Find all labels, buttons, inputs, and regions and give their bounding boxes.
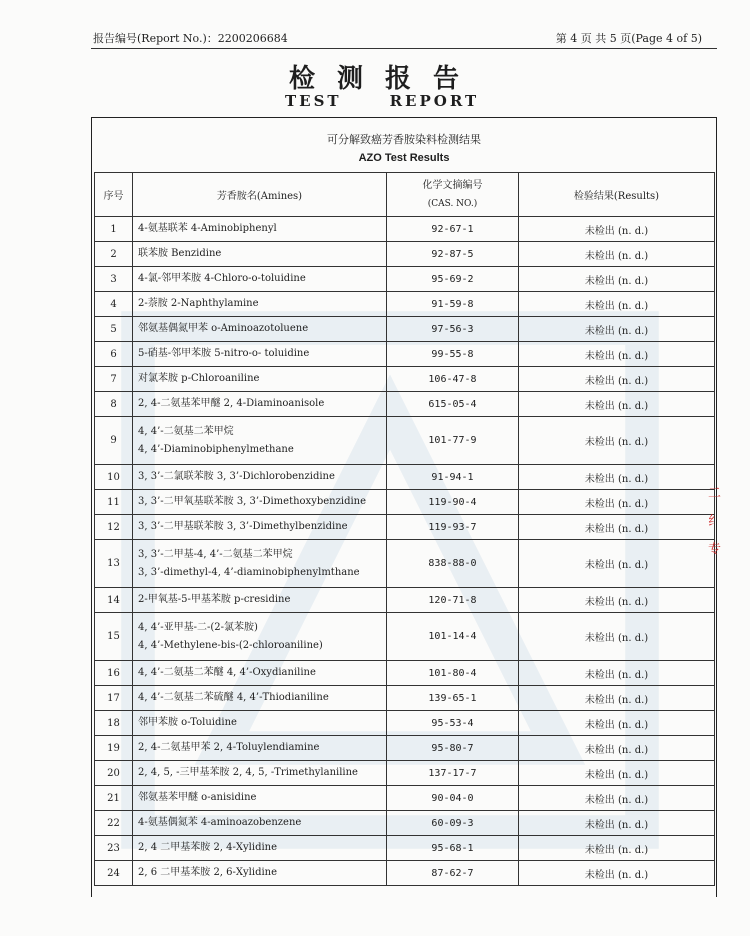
section-caption (92, 131, 716, 167)
table-row (95, 613, 715, 661)
table-row (95, 217, 715, 242)
header-rule (91, 48, 717, 49)
row-number: 14 (95, 588, 133, 613)
test-result: 未检出 (n. d.) (519, 392, 715, 417)
row-number: 13 (95, 540, 133, 588)
table-header-row (95, 173, 715, 217)
table-row (95, 786, 715, 811)
table-row (95, 242, 715, 267)
amine-name (133, 613, 387, 661)
test-result: 未检出 (n. d.) (519, 588, 715, 613)
cas-number: 119-93-7 (387, 515, 519, 540)
test-result: 未检出 (n. d.) (519, 267, 715, 292)
cas-number: 120-71-8 (387, 588, 519, 613)
test-result: 未检出 (n. d.) (519, 217, 715, 242)
test-result: 未检出 (n. d.) (519, 242, 715, 267)
amine-name-line: 2, 4-二氨基苯甲醚 2, 4-Diaminoanisole (138, 398, 325, 409)
amine-name-line: 2-萘胺 2-Naphthylamine (138, 298, 259, 309)
table-row (95, 465, 715, 490)
amine-name (133, 465, 387, 490)
test-result: 未检出 (n. d.) (519, 686, 715, 711)
cas-number: 101-77-9 (387, 417, 519, 465)
azo-results-table (94, 172, 715, 886)
cas-number: 838-88-0 (387, 540, 519, 588)
title-en-report: REPORT (389, 92, 480, 110)
amine-name (133, 515, 387, 540)
amine-name (133, 686, 387, 711)
amine-name-line: 3, 3’-二甲氧基联苯胺 3, 3’-Dimethoxybenzidine (138, 496, 367, 507)
cas-number: 87-62-7 (387, 861, 519, 886)
section-title-cn: 可分解致癌芳香胺染料检测结果 (327, 133, 481, 146)
row-number: 5 (95, 317, 133, 342)
amine-name (133, 661, 387, 686)
cas-number: 92-87-5 (387, 242, 519, 267)
col-header-cas-cn: 化学文摘编号 (422, 179, 483, 191)
cas-number: 101-14-4 (387, 613, 519, 661)
test-result: 未检出 (n. d.) (519, 836, 715, 861)
cas-number: 91-94-1 (387, 465, 519, 490)
col-header-result: 检验结果(Results) (519, 173, 715, 217)
table-row (95, 515, 715, 540)
row-number: 20 (95, 761, 133, 786)
row-number: 17 (95, 686, 133, 711)
test-result: 未检出 (n. d.) (519, 613, 715, 661)
col-header-amine: 芳香胺名(Amines) (133, 173, 387, 217)
amine-name (133, 836, 387, 861)
amine-name-line: 邻甲苯胺 o-Toluidine (138, 717, 237, 728)
row-number: 22 (95, 811, 133, 836)
amine-name-line: 3, 3’-二甲基-4, 4’-二氨基二苯甲烷 (138, 548, 293, 560)
row-number: 19 (95, 736, 133, 761)
row-number: 15 (95, 613, 133, 661)
row-number: 23 (95, 836, 133, 861)
amine-name (133, 292, 387, 317)
amine-name-line: 2, 6 二甲基苯胺 2, 6-Xylidine (138, 867, 278, 878)
cas-number: 91-59-8 (387, 292, 519, 317)
amine-name (133, 761, 387, 786)
row-number: 3 (95, 267, 133, 292)
table-row (95, 267, 715, 292)
page-indicator: 第 4 页 共 5 页(Page 4 of 5) (555, 32, 702, 45)
test-result: 未检出 (n. d.) (519, 417, 715, 465)
row-number: 9 (95, 417, 133, 465)
amine-name-line: 4, 4’-二氨基二苯醚 4, 4’-Oxydianiline (138, 667, 316, 678)
amine-name-line: 4, 4’-Diaminobiphenylmethane (138, 443, 294, 455)
table-row (95, 292, 715, 317)
row-number: 24 (95, 861, 133, 886)
amine-name (133, 317, 387, 342)
cas-number: 95-53-4 (387, 711, 519, 736)
amine-name-line: 2, 4 二甲基苯胺 2, 4-Xylidine (138, 842, 278, 853)
amine-name-line: 4, 4’-Methylene-bis-(2-chloroaniline) (138, 639, 323, 651)
test-result: 未检出 (n. d.) (519, 811, 715, 836)
amine-name (133, 367, 387, 392)
table-row (95, 711, 715, 736)
amine-name (133, 490, 387, 515)
amine-name-line: 邻氨基苯甲醚 o-anisidine (138, 792, 257, 803)
table-row (95, 686, 715, 711)
amine-name-line: 3, 3’-dimethyl-4, 4’-diaminobiphenylmthane (138, 566, 360, 578)
cas-number: 119-90-4 (387, 490, 519, 515)
row-number: 16 (95, 661, 133, 686)
side-stamp-char-3: 专 (708, 542, 722, 557)
cas-number: 97-56-3 (387, 317, 519, 342)
row-number: 1 (95, 217, 133, 242)
table-row (95, 317, 715, 342)
test-result: 未检出 (n. d.) (519, 540, 715, 588)
table-row (95, 342, 715, 367)
test-result: 未检出 (n. d.) (519, 292, 715, 317)
row-number: 8 (95, 392, 133, 417)
table-row (95, 836, 715, 861)
amine-name-line: 邻氨基偶氮甲苯 o-Aminoazotoluene (138, 323, 309, 334)
amine-name (133, 736, 387, 761)
table-row (95, 661, 715, 686)
amine-name-line: 4-氨基偶氮苯 4-aminoazobenzene (138, 817, 302, 828)
amine-name-line: 4-氯-邻甲苯胺 4-Chloro-o-toluidine (138, 273, 306, 284)
test-result: 未检出 (n. d.) (519, 661, 715, 686)
table-row (95, 417, 715, 465)
amine-name (133, 588, 387, 613)
amine-name-line: 对氯苯胺 p-Chloroaniline (138, 373, 260, 384)
test-result: 未检出 (n. d.) (519, 711, 715, 736)
row-number: 6 (95, 342, 133, 367)
amine-name-line: 4-氨基联苯 4-Aminobiphenyl (138, 223, 277, 234)
cas-number: 137-17-7 (387, 761, 519, 786)
cas-number: 95-80-7 (387, 736, 519, 761)
amine-name-line: 4, 4’-亚甲基-二-(2-氯苯胺) (138, 621, 258, 633)
amine-name (133, 392, 387, 417)
table-row (95, 490, 715, 515)
table-row (95, 367, 715, 392)
amine-name-line: 3, 3’-二氯联苯胺 3, 3’-Dichlorobenzidine (138, 471, 335, 482)
table-row (95, 811, 715, 836)
report-title-en (285, 92, 479, 110)
amine-name (133, 267, 387, 292)
cas-number: 95-68-1 (387, 836, 519, 861)
cas-number: 95-69-2 (387, 267, 519, 292)
row-number: 21 (95, 786, 133, 811)
amine-name (133, 417, 387, 465)
amine-name (133, 217, 387, 242)
report-title-cn: 检测报告 (288, 64, 481, 94)
title-en-test: TEST (285, 92, 342, 110)
amine-name-line: 4, 4’-二氨基二苯硫醚 4, 4’-Thiodianiline (138, 692, 329, 703)
cas-number: 615-05-4 (387, 392, 519, 417)
cas-number: 101-80-4 (387, 661, 519, 686)
amine-name-line: 2, 4-二氨基甲苯 2, 4-Toluylendiamine (138, 742, 320, 753)
amine-name (133, 540, 387, 588)
amine-name (133, 861, 387, 886)
table-row (95, 861, 715, 886)
report-number: 报告编号(Report No.)：2200206684 (93, 32, 288, 45)
test-result: 未检出 (n. d.) (519, 861, 715, 886)
table-body (95, 217, 715, 886)
row-number: 18 (95, 711, 133, 736)
amine-name (133, 242, 387, 267)
col-header-no: 序号 (95, 173, 133, 217)
col-header-cas-en: (CAS. NO.) (427, 198, 478, 209)
table-row (95, 392, 715, 417)
table-row (95, 736, 715, 761)
test-result: 未检出 (n. d.) (519, 317, 715, 342)
row-number: 2 (95, 242, 133, 267)
cas-number: 139-65-1 (387, 686, 519, 711)
side-stamp-char-1: 二 (708, 486, 722, 501)
row-number: 4 (95, 292, 133, 317)
amine-name-line: 5-硝基-邻甲苯胺 5-nitro-o- toluidine (138, 348, 310, 359)
amine-name (133, 342, 387, 367)
amine-name-line: 3, 3’-二甲基联苯胺 3, 3’-Dimethylbenzidine (138, 521, 348, 532)
row-number: 11 (95, 490, 133, 515)
table-row (95, 540, 715, 588)
amine-name (133, 811, 387, 836)
test-result: 未检出 (n. d.) (519, 490, 715, 515)
cas-number: 90-04-0 (387, 786, 519, 811)
amine-name-line: 2-甲氧基-5-甲基苯胺 p-cresidine (138, 594, 291, 605)
row-number: 7 (95, 367, 133, 392)
test-result: 未检出 (n. d.) (519, 515, 715, 540)
amine-name (133, 711, 387, 736)
row-number: 10 (95, 465, 133, 490)
amine-name-line: 4, 4’-二氨基二苯甲烷 (138, 425, 234, 437)
table-row (95, 588, 715, 613)
test-result: 未检出 (n. d.) (519, 342, 715, 367)
test-result: 未检出 (n. d.) (519, 761, 715, 786)
test-result: 未检出 (n. d.) (519, 367, 715, 392)
cas-number: 99-55-8 (387, 342, 519, 367)
amine-name-line: 联苯胺 Benzidine (138, 248, 222, 259)
amine-name (133, 786, 387, 811)
test-result: 未检出 (n. d.) (519, 736, 715, 761)
row-number: 12 (95, 515, 133, 540)
cas-number: 60-09-3 (387, 811, 519, 836)
side-stamp-char-2: 纟 (708, 514, 722, 529)
amine-name-line: 2, 4, 5, -三甲基苯胺 2, 4, 5, -Trimethylaniline (138, 767, 358, 778)
test-result: 未检出 (n. d.) (519, 465, 715, 490)
col-header-cas (387, 173, 519, 217)
cas-number: 106-47-8 (387, 367, 519, 392)
section-title-en: AZO Test Results (358, 152, 450, 164)
side-stamp (708, 480, 721, 564)
test-result: 未检出 (n. d.) (519, 786, 715, 811)
cas-number: 92-67-1 (387, 217, 519, 242)
table-row (95, 761, 715, 786)
